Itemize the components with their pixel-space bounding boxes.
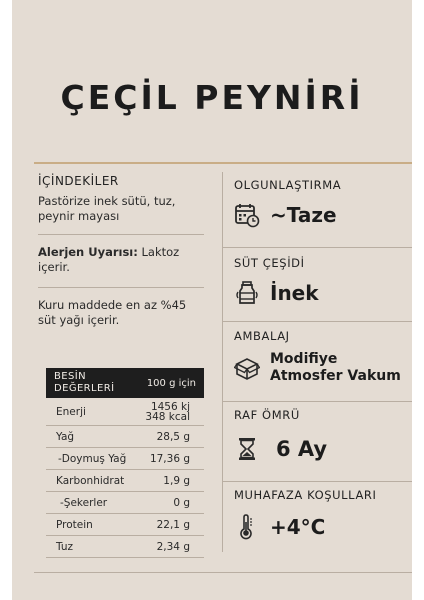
allergen-text: Laktoz içerir. <box>38 245 180 274</box>
package-box-icon <box>234 355 260 381</box>
packaging-heading: AMBALAJ <box>234 329 290 343</box>
ingredients-heading: İÇİNDEKİLER <box>38 174 119 188</box>
nutrition-row-value: 28,5 g <box>156 430 190 443</box>
nutrition-row-name: -Doymuş Yağ <box>58 452 127 465</box>
nutrition-header-per: 100 g için <box>146 377 196 389</box>
shelf-life-heading: RAF ÖMRÜ <box>234 408 300 422</box>
ripening-heading: OLGUNLAŞTIRMA <box>234 178 342 192</box>
storage-row <box>234 514 412 540</box>
ripening-row <box>234 202 412 228</box>
nutrition-row <box>46 492 204 514</box>
nutrition-row-value: 1,9 g <box>163 474 190 487</box>
nutrition-row-name: Yağ <box>56 430 75 443</box>
nutrition-row-name: Protein <box>56 518 93 531</box>
allergen-label: Alerjen Uyarısı: <box>38 245 138 259</box>
product-card <box>12 0 412 600</box>
packaging-value: Modifiye Atmosfer Vakum <box>270 351 401 384</box>
divider <box>38 287 204 288</box>
ripening-value: ~Taze <box>270 203 337 227</box>
nutrition-row <box>46 448 204 470</box>
nutrition-row <box>46 398 204 426</box>
nutrition-row-value: 17,36 g <box>149 452 190 465</box>
nutrition-row-name: Karbonhidrat <box>56 474 125 487</box>
specs-section <box>222 172 412 556</box>
milk-type-value: İnek <box>270 281 319 305</box>
bottom-divider <box>34 572 412 573</box>
nutrition-row-name: -Şekerler <box>60 496 108 509</box>
nutrition-table <box>46 368 204 558</box>
ripening-section <box>222 172 412 248</box>
thermometer-icon <box>234 514 260 540</box>
product-title: ÇEÇİL PEYNİRİ <box>60 78 364 117</box>
shelf-life-row <box>234 436 412 462</box>
nutrition-header <box>46 368 204 398</box>
shelf-life-section <box>222 402 412 482</box>
nutrition-row-value: 0 g <box>173 496 190 509</box>
milk-type-heading: SÜT ÇEŞİDİ <box>234 256 305 270</box>
ingredients-section <box>38 172 204 328</box>
shelf-life-value: 6 Ay <box>276 437 328 461</box>
storage-value: +4°C <box>270 515 326 539</box>
fat-note: Kuru maddede en az %45 süt yağı içerir. <box>38 298 187 327</box>
nutrition-row <box>46 536 204 558</box>
nutrition-row <box>46 426 204 448</box>
nutrition-row-value: 22,1 g <box>156 518 190 531</box>
divider <box>38 234 204 235</box>
nutrition-row-name: Enerji <box>56 405 86 418</box>
title-divider <box>34 162 412 164</box>
storage-section <box>222 482 412 556</box>
calendar-clock-icon <box>234 202 260 228</box>
ingredients-text: Pastörize inek sütü, tuz, peynir mayası <box>38 194 176 223</box>
packaging-section <box>222 322 412 402</box>
milk-can-icon <box>234 280 260 306</box>
nutrition-header-label: BESİN DEĞERLERİ <box>54 371 115 394</box>
hourglass-icon <box>234 436 260 462</box>
packaging-row <box>234 351 412 385</box>
allergen-warning <box>38 245 204 275</box>
storage-heading: MUHAFAZA KOŞULLARI <box>234 488 377 502</box>
nutrition-row <box>46 514 204 536</box>
nutrition-row-name: Tuz <box>56 540 73 553</box>
nutrition-row-value: 2,34 g <box>156 540 190 553</box>
milk-type-section <box>222 248 412 322</box>
nutrition-row <box>46 470 204 492</box>
milk-type-row <box>234 280 412 306</box>
nutrition-row-value: 1456 kj 348 kcal <box>145 400 190 423</box>
